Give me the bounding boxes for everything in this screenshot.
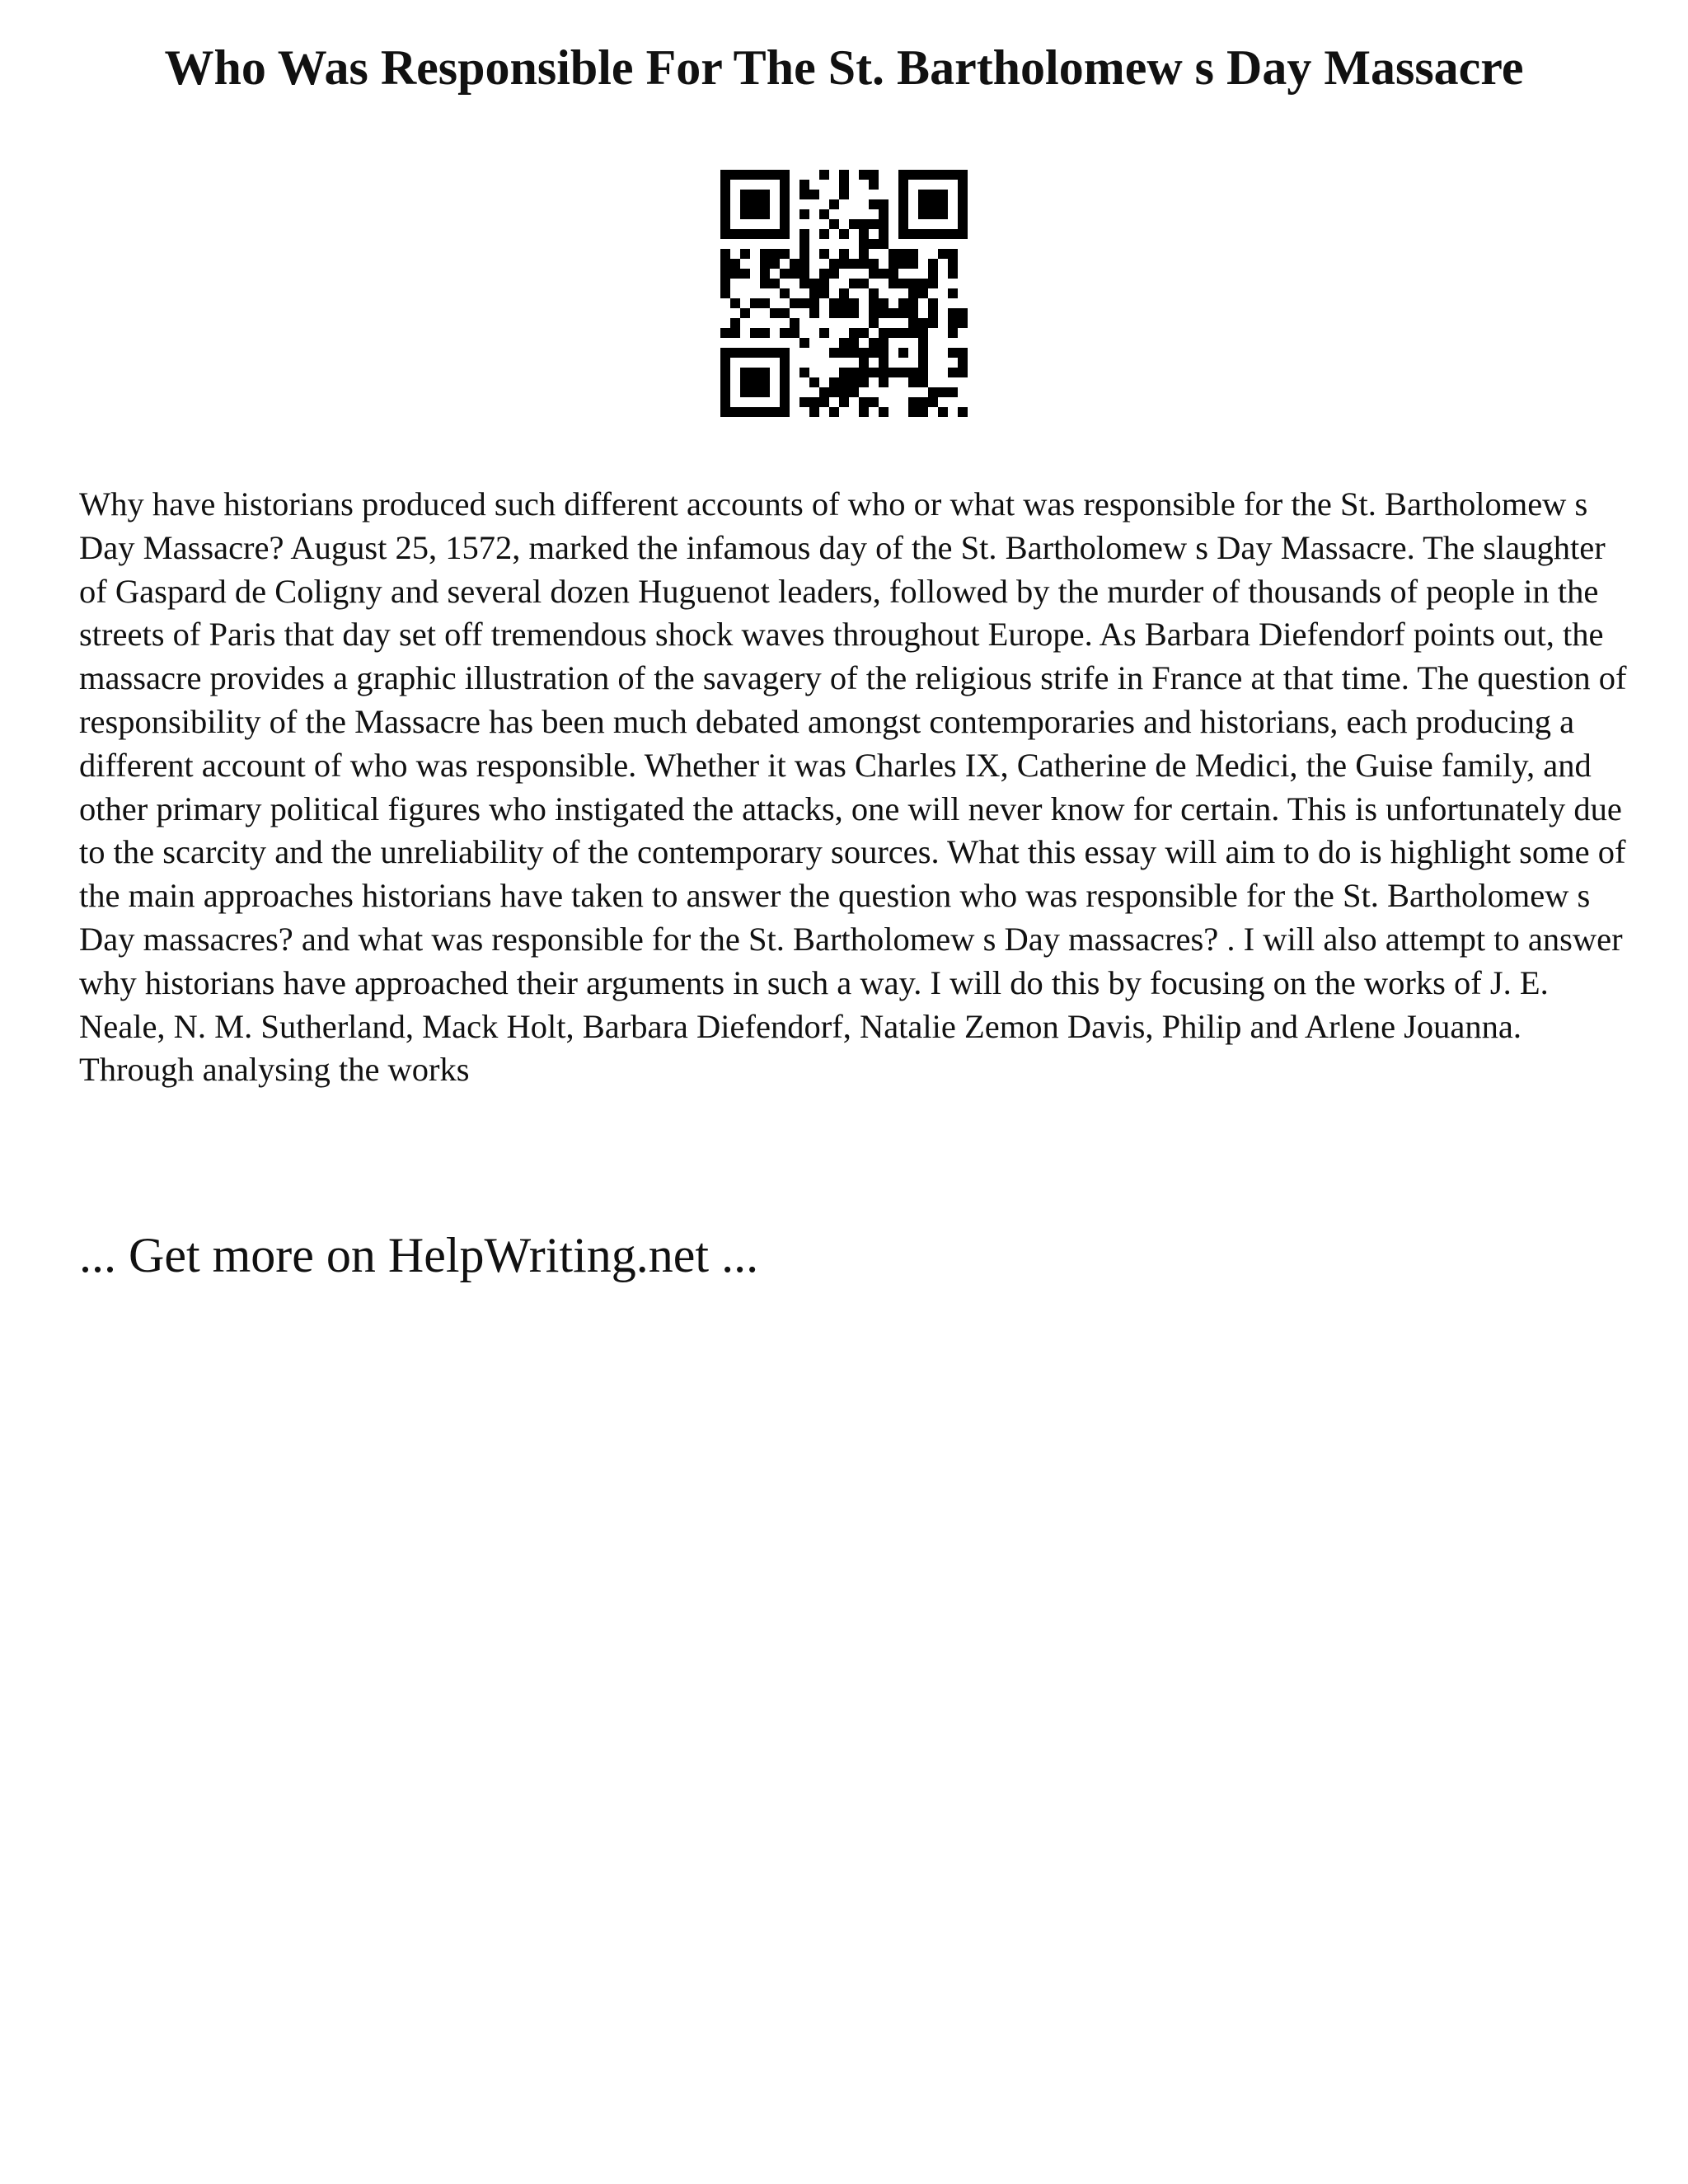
essay-excerpt: Why have historians produced such different accounts of who or what was responsible for the St. Bartholomew s Day Massacre? August 25, 1572, marked the infamous day of the St. Bartholomew s Day Massacre. The slaughter of Gaspard de Coligny and several dozen Huguenot leaders, followed by the murder of thousands of people in the streets of Paris that day set off tremendous shock waves throughout Europe. As Barbara Diefendorf points out, the massacre provides a graphic illustration of the savagery of the religious strife in France at that time. The question of responsibility of the Massacre has been much debated amongst contemporaries and historians, each producing a different account of who was responsible. Whether it was Charles IX, Catherine de Medici, the Guise family, and other primary political figures who instigated the attacks, one will never know for certain. This is unfortunately due to the scarcity and the unreliability of the contemporary sources. What this essay will aim to do is highlight some of the main approaches historians have taken to answer the question who was responsible for the St. Bartholomew s Day massacres? and what was responsible for the St. Bartholomew s Day massacres? . I will also attempt to answer why historians have approached their arguments in such a way. I will do this by focusing on the works of J. E. Neale, N. M. Sutherland, Mack Holt, Barbara Diefendorf, Natalie Zemon Davis, Philip and Arlene Jouanna. Through analysing the works (79, 485, 1627, 1089)
get-more-link[interactable]: ... Get more on HelpWriting.net ... (79, 1228, 759, 1282)
qr-code-icon (720, 170, 968, 417)
qr-code (720, 170, 968, 417)
page-title: Who Was Responsible For The St. Bartholomew s Day Massacre (164, 40, 1524, 95)
